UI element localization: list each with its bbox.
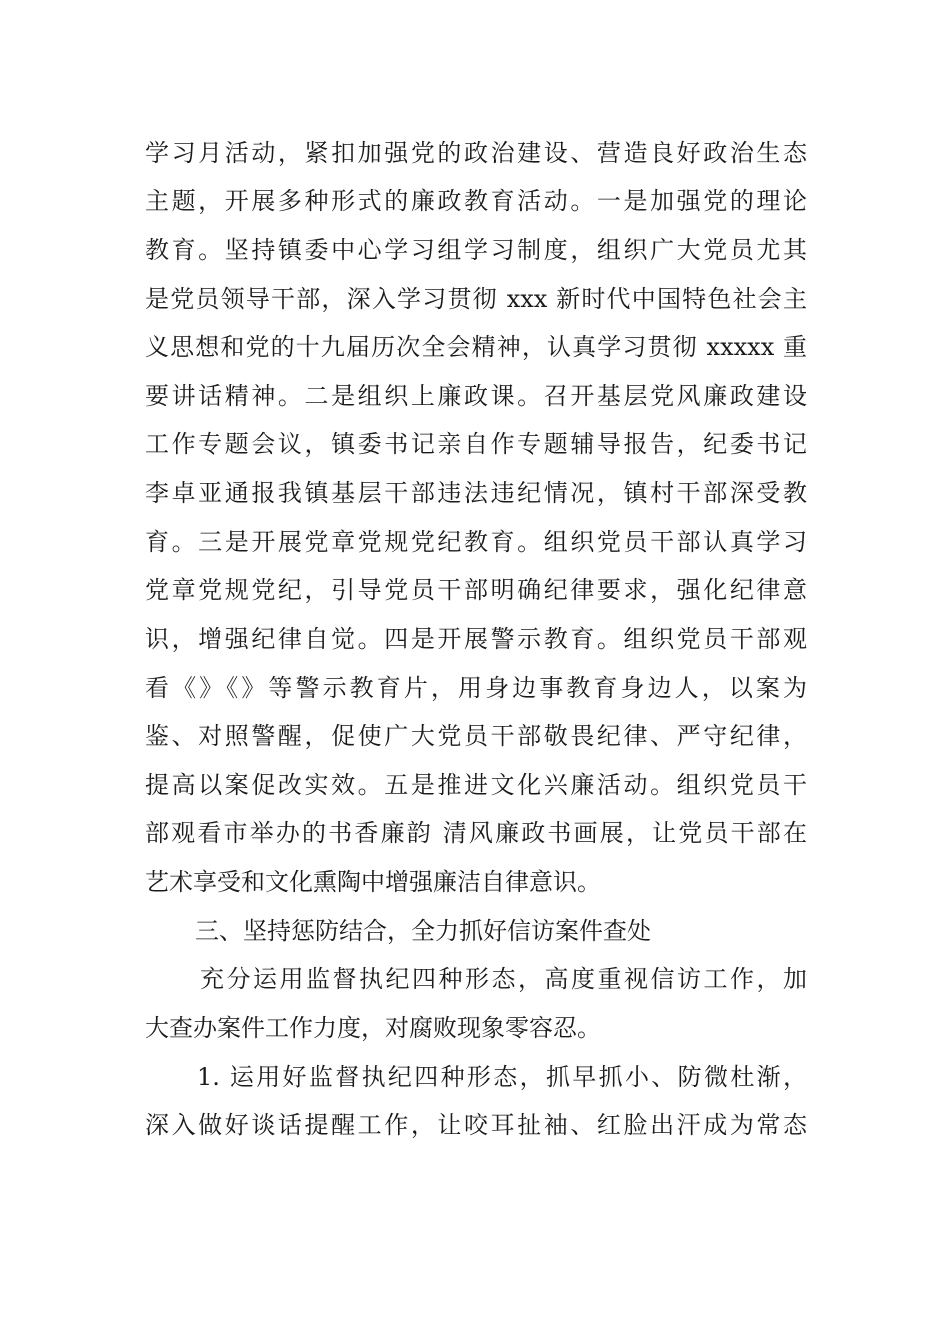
text-line: 育。三是开展党章党规党纪教育。组织党员干部认真学习: [145, 528, 807, 556]
text-line: 教育。坚持镇委中心学习组学习制度，组织广大党员尤其: [145, 236, 807, 264]
text-line: 部观看市举办的书香廉韵 清风廉政书画展，让党员干部在: [145, 819, 807, 847]
text-line: 李卓亚通报我镇基层干部违法违纪情况，镇村干部深受教: [145, 479, 807, 507]
text-line: 学习月活动，紧扣加强党的政治建设、营造良好政治生态: [145, 139, 807, 167]
text-line: 要讲话精神。二是组织上廉政课。召开基层党风廉政建设: [145, 382, 807, 410]
text-line: 党章党规党纪，引导党员干部明确纪律要求，强化纪律意: [145, 576, 807, 604]
text-line: 鉴、对照警醒，促使广大党员干部敬畏纪律、严守纪律，: [145, 722, 807, 750]
text-line: 大查办案件工作力度，对腐败现象零容忍。: [145, 1014, 601, 1042]
text-line: 识，增强纪律自觉。四是开展警示教育。组织党员干部观: [145, 625, 807, 653]
text-line: 是党员领导干部，深入学习贯彻 xxx 新时代中国特色社会主: [145, 285, 807, 313]
paragraph-first-line: 充分运用监督执纪四种形态，高度重视信访工作，加: [200, 965, 807, 993]
text-line: 义思想和党的十九届历次全会精神，认真学习贯彻 xxxxx 重: [145, 333, 807, 361]
numbered-item-first-line: 1. 运用好监督执纪四种形态，抓早抓小、防微杜渐，: [197, 1063, 807, 1091]
section-heading: 三、坚持惩防结合，全力抓好信访案件查处: [195, 917, 651, 945]
text-line: 工作专题会议，镇委书记亲自作专题辅导报告，纪委书记: [145, 430, 807, 458]
text-line: 深入做好谈话提醒工作，让咬耳扯袖、红脸出汗成为常态: [145, 1111, 807, 1139]
text-line: 看《》《》等警示教育片，用身边事教育身边人，以案为: [145, 674, 807, 702]
text-line: 提高以案促改实效。五是推进文化兴廉活动。组织党员干: [145, 771, 807, 799]
text-line: 主题，开展多种形式的廉政教育活动。一是加强党的理论: [145, 187, 807, 215]
text-line: 艺术享受和文化熏陶中增强廉洁自律意识。: [145, 868, 601, 896]
